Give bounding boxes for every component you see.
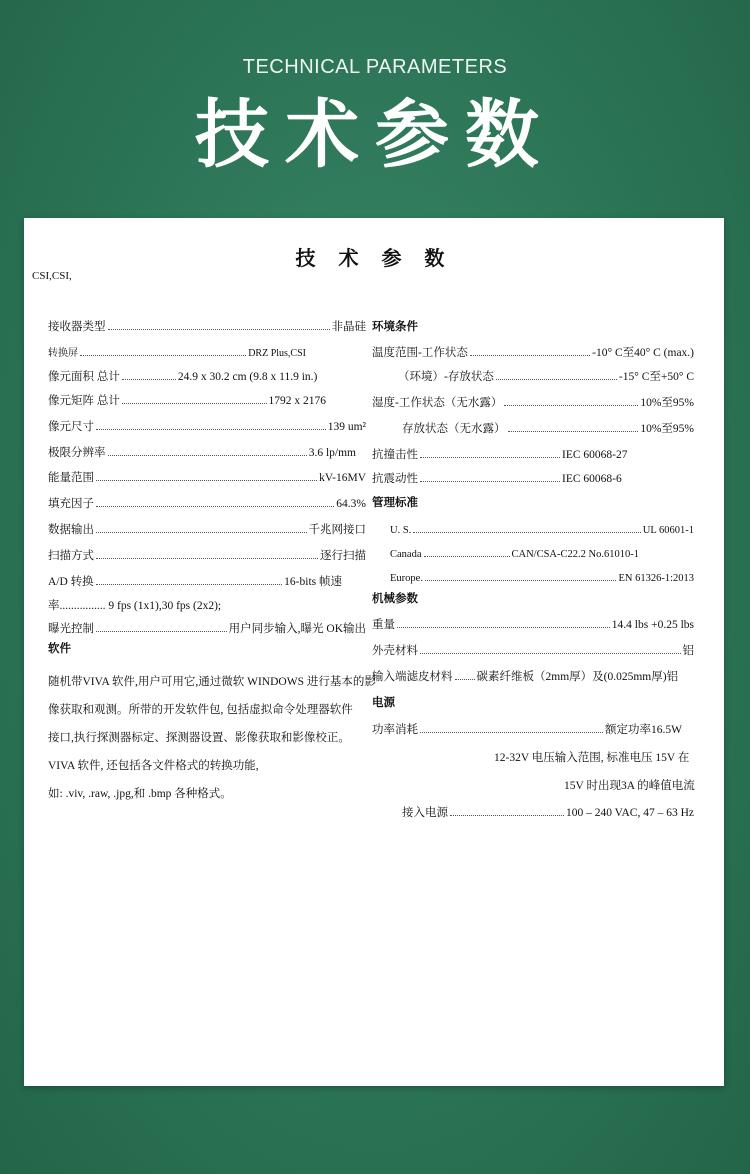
- reg-label: Europe.: [390, 573, 423, 584]
- param-label: 极限分辨率: [48, 447, 106, 459]
- param-value: 用户同步输入,曝光 OK输出: [228, 623, 366, 635]
- env-row: [372, 470, 694, 487]
- power-row: [372, 721, 694, 738]
- param-value: 非晶硅: [331, 321, 366, 333]
- param-row: [48, 318, 366, 335]
- reg-label: U. S.: [390, 525, 412, 536]
- param-label: 接收器类型: [48, 321, 106, 333]
- software-section-title: 软件: [48, 641, 71, 655]
- env-row: [372, 420, 694, 437]
- param-value: 1792 x 2176: [268, 395, 326, 407]
- param-value: 千兆网接口: [308, 524, 366, 536]
- env-label: 存放状态（无水露）: [402, 423, 506, 435]
- param-value: kV-16MV: [319, 472, 366, 484]
- param-row: [48, 620, 366, 637]
- mech-row: [372, 668, 694, 685]
- param-label: 像元尺寸: [48, 421, 94, 433]
- param-value: 16-bits 帧速: [284, 576, 342, 588]
- power-note: 12-32V 电压输入范围, 标准电压 15V 在: [494, 752, 690, 764]
- param-label: 转换屏: [48, 348, 78, 359]
- param-label: 像元矩阵 总计: [48, 395, 120, 407]
- param-row: [48, 418, 366, 435]
- header-title-en: TECHNICAL PARAMETERS: [242, 56, 508, 78]
- reg-value: CAN/CSA-C22.2 No.61010-1: [511, 549, 639, 560]
- mech-value: 碳素纤维板（2mm厚）及(0.025mm厚)铝: [476, 671, 679, 683]
- param-value: 3.6 lp/mm: [308, 447, 356, 459]
- mech-value: 铝: [682, 645, 694, 657]
- param-label: 填充因子: [48, 498, 94, 510]
- software-line: VIVA 软件, 还包括各文件格式的转换功能,: [48, 760, 259, 772]
- software-line: 随机带VIVA 软件,用户可用它,通过微软 WINDOWS 进行基本的影: [48, 676, 376, 688]
- env-value: -10° C至40° C (max.): [592, 347, 694, 359]
- reg-row: [372, 569, 694, 587]
- env-row: [372, 368, 694, 385]
- reg-section-title: 管理标准: [372, 495, 418, 509]
- power-section-title: 电源: [372, 695, 395, 709]
- reg-row: [372, 521, 694, 539]
- param-row: [48, 547, 366, 564]
- software-line: 如: .viv, .raw, .jpg,和 .bmp 各种格式。: [48, 788, 232, 800]
- param-label: 曝光控制: [48, 623, 94, 635]
- param-value: 逐行扫描: [320, 550, 366, 562]
- mech-row: [372, 642, 694, 659]
- env-value: IEC 60068-6: [562, 473, 622, 485]
- mech-value: 14.4 lbs +0.25 lbs: [611, 619, 694, 631]
- reg-label: Canada: [390, 549, 422, 560]
- spec-document: [24, 218, 724, 1086]
- param-value: 139 um²: [327, 421, 366, 433]
- param-label: 像元面积 总计: [48, 371, 120, 383]
- env-value: 10%至95%: [640, 397, 694, 409]
- param-label: 扫描方式: [48, 550, 94, 562]
- env-value: -15° C至+50° C: [618, 371, 694, 383]
- reg-value: EN 61326-1:2013: [618, 573, 694, 584]
- param-row: [48, 444, 366, 461]
- power-note: 15V 时出现3A 的峰值电流: [564, 780, 695, 792]
- software-line: 像获取和观测。所带的开发软件包, 包括虚拟命令处理器软件: [48, 704, 353, 716]
- env-label: （环境）-存放状态: [398, 371, 494, 383]
- param-row: [48, 469, 366, 486]
- document-subtitle: CSI,CSI,: [32, 270, 72, 282]
- env-label: 抗撞击性: [372, 449, 418, 461]
- document-title: 技 术 参 数: [295, 246, 453, 270]
- env-value: IEC 60068-27: [562, 449, 628, 461]
- env-row: [372, 344, 694, 361]
- mech-section-title: 机械参数: [372, 591, 418, 605]
- power-label: 功率消耗: [372, 724, 418, 736]
- param-row: [48, 368, 366, 385]
- env-row: [372, 394, 694, 411]
- env-section-title: 环境条件: [372, 319, 418, 333]
- frame-rate-line: 率................ 9 fps (1x1),30 fps (2x2);: [48, 600, 222, 612]
- software-line: 接口,执行探测器标定、探测器设置、影像获取和影像校正。: [48, 732, 350, 744]
- param-label: 数据输出: [48, 524, 94, 536]
- param-row: [48, 392, 366, 409]
- param-label: 能量范围: [48, 472, 94, 484]
- param-value: 64.3%: [336, 498, 366, 510]
- param-row: [48, 344, 366, 362]
- param-row: [48, 573, 366, 590]
- env-label: 湿度-工作状态（无水露）: [372, 397, 503, 409]
- param-row: [48, 495, 366, 512]
- mech-label: 重量: [372, 619, 395, 631]
- env-row: [372, 446, 694, 463]
- param-row: [48, 521, 366, 538]
- mech-row: [372, 616, 694, 633]
- power-value: 额定功率16.5W: [605, 724, 682, 736]
- header-title-cn: 技术参数: [195, 92, 555, 178]
- mech-label: 输入端滤皮材料: [372, 671, 453, 683]
- power-row: [372, 804, 694, 821]
- param-label: A/D 转换: [48, 576, 94, 588]
- param-value: DRZ Plus,CSI: [248, 348, 306, 359]
- power-input-label: 接入电源: [402, 807, 448, 819]
- reg-value: UL 60601-1: [642, 525, 694, 536]
- reg-row: [372, 545, 694, 563]
- param-value: 24.9 x 30.2 cm (9.8 x 11.9 in.): [177, 371, 318, 383]
- env-label: 抗震动性: [372, 473, 418, 485]
- env-value: 10%至95%: [640, 423, 694, 435]
- mech-label: 外壳材料: [372, 645, 418, 657]
- power-input-value: 100 – 240 VAC, 47 – 63 Hz: [566, 807, 694, 819]
- env-label: 温度范围-工作状态: [372, 347, 468, 359]
